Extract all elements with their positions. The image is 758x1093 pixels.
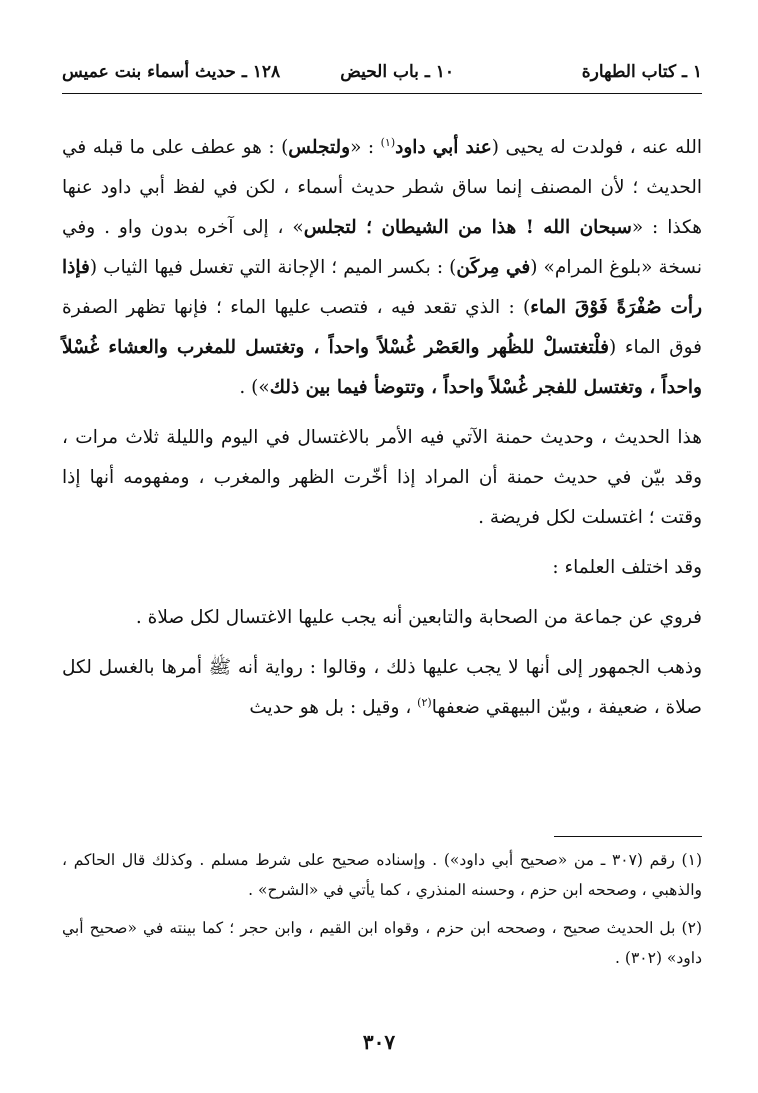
text-run: وذهب الجمهور إلى أنها لا يجب عليها ذلك ، وقالوا : رواية أنه ﷺ أمرها بالغسل لكل صلاة ، ضعيفة ، وبيّن البيهقي ضعفها — [62, 657, 702, 718]
header-chapter-title: ١٠ ـ باب الحيض — [340, 62, 454, 82]
header-divider — [62, 93, 702, 94]
footnotes — [62, 845, 702, 973]
paragraph-4: فروي عن جماعة من الصحابة والتابعين أنه يجب عليها الاغتسال لكل صلاة . — [135, 607, 702, 628]
text-run-bold: ولتجلس — [288, 137, 351, 158]
text-run-bold: عند أبي داود — [395, 137, 492, 158]
paragraph-5 — [62, 648, 702, 728]
text-run: الله عنه ، فولدت له يحيى ( — [491, 137, 702, 158]
text-run: » ، إلى آخره بدون واو . وفي نسخة «بلوغ المرام» ( — [62, 217, 702, 278]
main-text — [62, 128, 702, 728]
text-run: ) : هو عطف على ما قبله في الحديث ؛ لأن المصنف إنما ساق شطر حديث أسماء ، لكن في لفظ أبي داود عنها هكذا : « — [62, 137, 703, 238]
text-run: ، وقيل : بل هو حديث — [249, 697, 418, 718]
paragraph-1 — [62, 128, 702, 408]
text-run-bold: سبحان الله ! هذا من الشيطان ؛ لتجلس — [303, 217, 632, 238]
footnote-2: (٢) بل الحديث صحيح ، وصححه ابن حزم ، وقواه ابن القيم ، وابن حجر ؛ كما بينته في «صحيح أبي داود» (٣٠٢) . — [62, 919, 702, 967]
header-hadith-title: ١٢٨ ـ حديث أسماء بنت عميس — [62, 62, 281, 82]
footnote-divider — [554, 836, 702, 837]
text-run: ) : الذي تقعد فيه ، فتصب عليها الماء ؛ فإنها تظهر الصفرة فوق الماء ( — [62, 297, 702, 358]
text-run: ) : بكسر الميم ؛ الإجانة التي تغسل فيها الثياب ( — [89, 257, 457, 278]
text-run: : « — [350, 137, 381, 158]
text-run-bold: في مِركَن — [456, 257, 531, 278]
running-header — [62, 62, 702, 88]
footnote-1: (١) رقم (٣٠٧ ـ من «صحيح أبي داود») . وإسناده صحيح على شرط مسلم . وكذلك قال الحاكم ، والذهبي ، وصححه ابن حزم ، وحسنه المنذري ، كما يأتي في «الشرح» . — [62, 851, 702, 899]
paragraph-2: هذا الحديث ، وحديث حمنة الآتي فيه الأمر بالاغتسال في اليوم والليلة ثلاث مرات ، وقد بيّن في حديث حمنة أن المراد إذا أخّرت الظهر والمغرب ، ومفهومه أنها إذا وقتت ؛ اغتسلت لكل فريضة . — [62, 427, 702, 528]
page-number: ٣٠٧ — [362, 1030, 396, 1054]
header-book-title: ١ ـ كتاب الطهارة — [581, 62, 702, 82]
text-run-bold: فلْتغتسلْ للظُهر والعَصْر غُسْلاً واحداً ، وتغتسل للمغرب والعشاء غُسْلاً واحداً ، وتغتسل للفجر غُسْلاً واحداً ، وتتوضأ فيما بين ذلك — [62, 337, 702, 398]
text-run-bold: فإذا رأت صُفْرَةً فَوْقَ الماء — [62, 257, 703, 318]
footnote-ref-2[interactable]: (٢) — [417, 695, 432, 709]
footnote-ref-1[interactable]: (١) — [380, 135, 396, 149]
text-run: ») . — [239, 377, 270, 398]
paragraph-3: وقد اختلف العلماء : — [552, 557, 702, 578]
